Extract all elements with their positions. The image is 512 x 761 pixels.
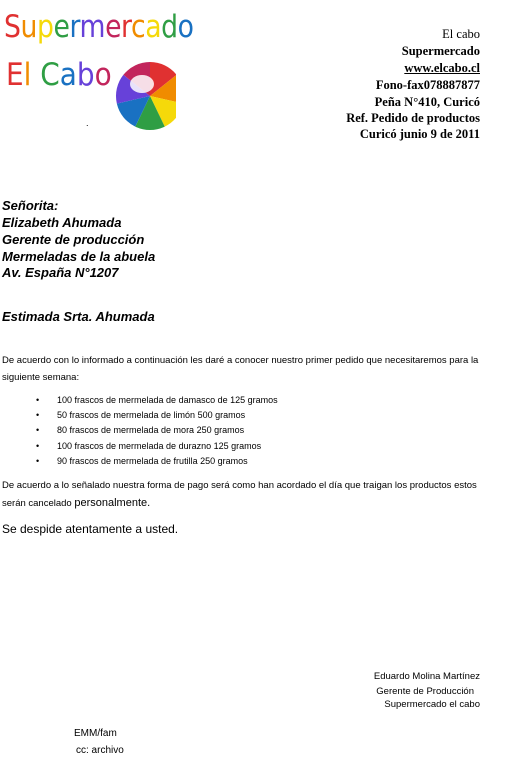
list-item (36, 408, 278, 423)
bullet-icon: • (36, 440, 40, 451)
intro-line-2: siguiente semana: (2, 372, 80, 383)
logo-el-cabo-letter: C (40, 57, 60, 93)
signature-name: Eduardo Molina Martínez (373, 671, 480, 682)
list-item (36, 454, 278, 469)
list-item (36, 439, 278, 454)
logo-supermercado-letter: u (20, 9, 37, 45)
list-item-text: 100 frascos de mermelada de durazno 125 gramos (57, 440, 262, 451)
addressee-salutation: Señorita: (2, 198, 59, 213)
payment-line-2 (2, 497, 477, 510)
logo-supermercado-letter: o (177, 9, 194, 45)
addressee-name: Elizabeth Ahumada (2, 215, 122, 230)
logo-text-supermercado (4, 10, 194, 44)
bullet-icon: • (36, 425, 40, 436)
signature-title: Gerente de Producción (376, 686, 474, 697)
addressee-title: Gerente de producción (2, 232, 145, 247)
bullet-icon: • (36, 395, 40, 405)
logo-el-cabo-letter: o (94, 57, 112, 93)
addressee-company: Mermeladas de la abuela (2, 249, 156, 264)
payment-line-2-big: personalmente. (74, 497, 151, 509)
bullet-icon: • (36, 455, 40, 466)
list-item-text: 90 frascos de mermelada de frutilla 250 gramos (57, 455, 248, 466)
logo-supermercado-letter: a (145, 9, 162, 45)
farewell: Se despide atentamente a usted. (2, 522, 179, 536)
logo-el-cabo-letter: a (59, 57, 77, 93)
payment-line-2-small: serán cancelado (2, 498, 75, 509)
list-item-text: 100 frascos de mermelada de damasco de 125 gramos (57, 395, 278, 405)
header-line-company: El cabo (442, 27, 480, 41)
intro-paragraph (2, 354, 478, 384)
header-line-supermercado: Supermercado (401, 44, 480, 58)
logo-text-el-cabo (6, 58, 112, 92)
footer-cc: cc: archivo (76, 745, 124, 756)
logo-supermercado-letter: c (130, 9, 146, 45)
footer-initials: EMM/fam (74, 728, 117, 739)
header-line-reference: Ref. Pedido de productos (346, 111, 480, 125)
logo-supermercado-letter: r (69, 9, 80, 45)
addressee-address: Av. España N°1207 (2, 265, 119, 280)
header-line-address: Peña N°410, Curicó (374, 95, 480, 109)
website-link-text[interactable]: www.elcabo.cl (404, 61, 480, 75)
logo-ball-highlight (130, 75, 154, 93)
list-item-text: 80 frascos de mermelada de mora 250 gramos (57, 425, 245, 436)
order-list (36, 393, 278, 469)
logo-el-cabo-letter: l (23, 57, 32, 93)
logo-supermercado-letter: p (36, 9, 54, 45)
greeting: Estimada Srta. Ahumada (2, 309, 155, 324)
logo-supermercado-letter: d (161, 9, 178, 45)
signature-company: Supermercado el cabo (384, 699, 480, 710)
logo-ball-icon (110, 54, 176, 134)
logo-supermercado-letter: m (79, 9, 106, 45)
header-website-link[interactable] (404, 60, 480, 76)
list-item (36, 393, 278, 408)
payment-paragraph (2, 479, 477, 510)
logo-supermercado-letter: e (105, 9, 122, 45)
header-line-phone: Fono-fax078887877 (375, 78, 480, 92)
header-line-date: Curicó junio 9 de 2011 (359, 127, 480, 141)
intro-line-1: De acuerdo con lo informado a continuación les daré a conocer nuestro primer pedido que necesitaremos para la (2, 355, 479, 366)
list-item-text: 50 frascos de mermelada de limón 500 gramos (57, 410, 246, 421)
payment-line-1: De acuerdo a lo señalado nuestra forma de pago será como han acordado el día que traigan los productos estos (2, 480, 477, 491)
logo-supermercado-letter: e (53, 9, 70, 45)
list-item (36, 423, 278, 438)
logo-el-cabo-letter (31, 57, 40, 93)
logo-dot: . (86, 118, 89, 128)
logo-supermercado-letter: S (4, 9, 21, 45)
logo-el-cabo-letter: E (6, 57, 24, 93)
logo-el-cabo-letter: b (76, 57, 95, 93)
logo-supermercado-letter: r (121, 9, 131, 45)
bullet-icon: • (36, 410, 40, 421)
